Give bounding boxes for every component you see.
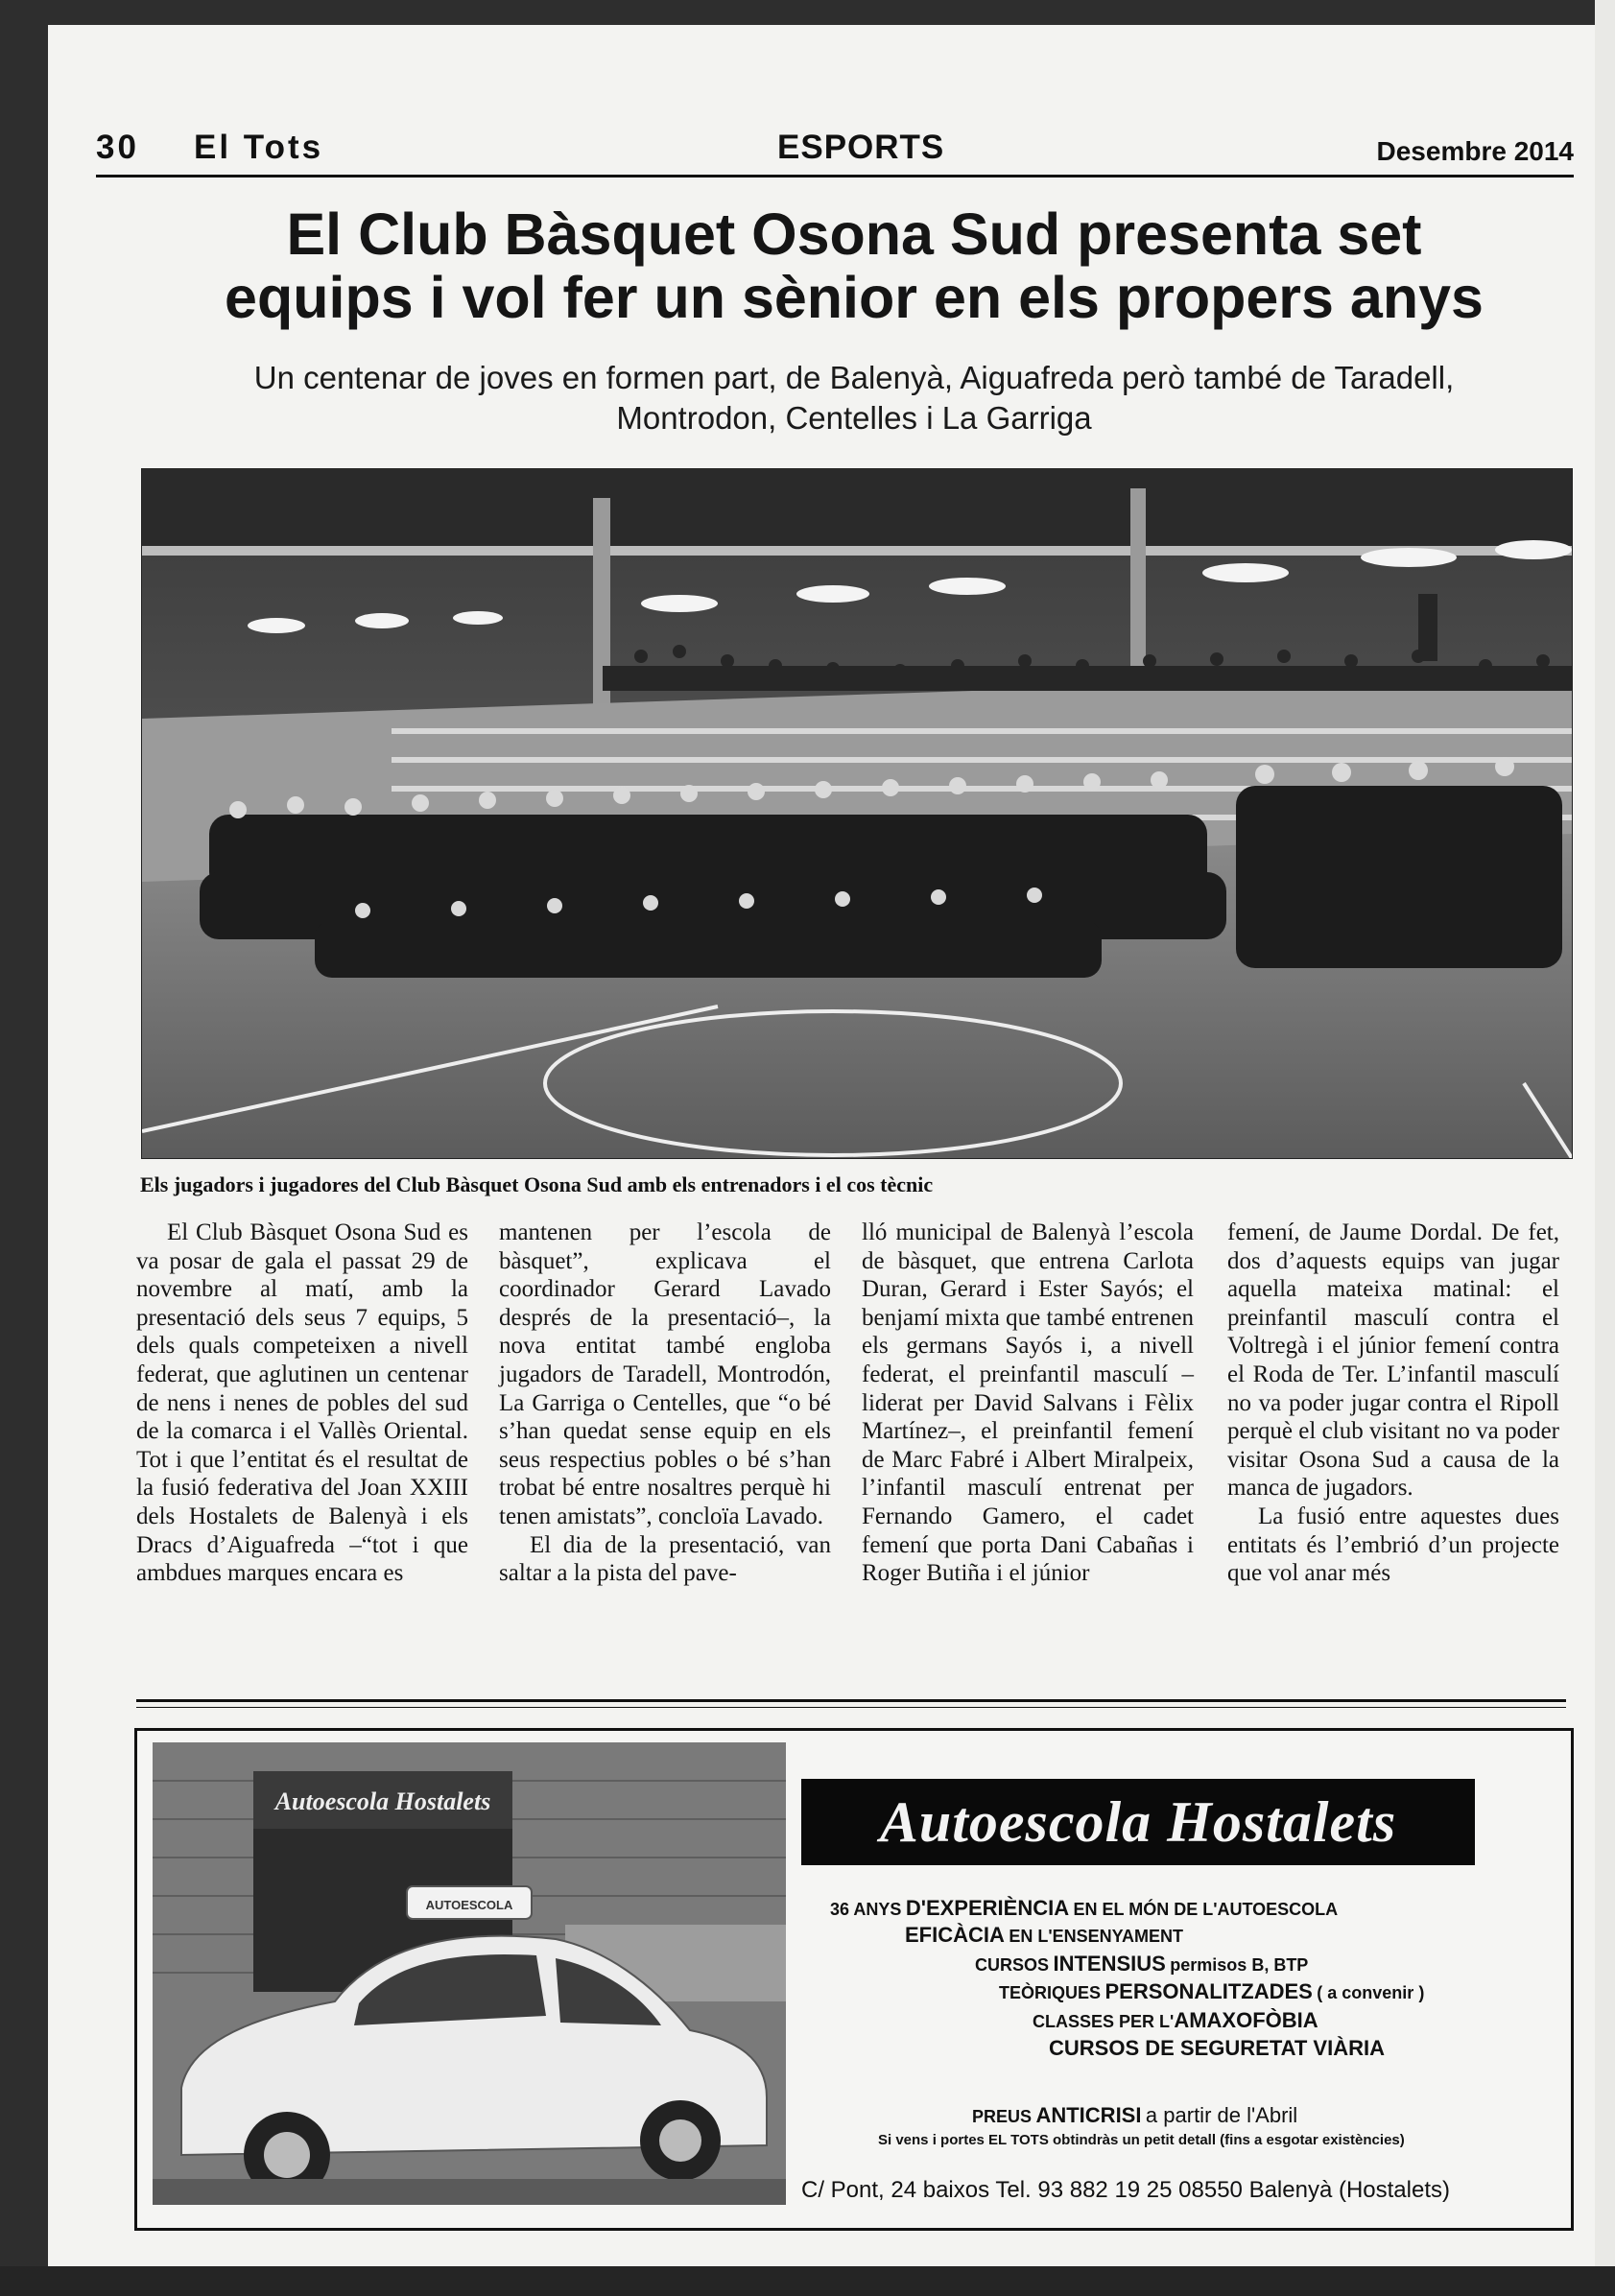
ad-line-theory (999, 1979, 1424, 2004)
photo-caption: Els jugadors i jugadores del Club Bàsquet Osona Sud amb els entrenadors i el cos tècnic (140, 1172, 934, 1196)
headline-line: El Club Bàsquet Osona Sud presenta set (286, 201, 1422, 267)
ad-line-efficacy (905, 1923, 1183, 1948)
article-column-1 (136, 1219, 468, 1588)
ad-text: CLASSES PER L' (1033, 2012, 1175, 2031)
section-divider (136, 1699, 1566, 1702)
ad-text: CURSOS DE SEGURETAT VIÀRIA (1049, 2036, 1385, 2060)
ad-text: EN EL MÓN DE L'AUTOESCOLA (1073, 1900, 1339, 1919)
article-paragraph: El dia de la presentació, van saltar a la pista del pave- (499, 1531, 831, 1587)
article-column-3 (862, 1219, 1194, 1588)
article-column-4 (1227, 1219, 1559, 1588)
driving-school-photo (153, 1742, 786, 2205)
ad-text: AMAXOFÒBIA (1174, 2008, 1318, 2032)
publication-name: El Tots (194, 129, 324, 166)
subhead-line: Un centenar de joves en formen part, de Balenyà, Aiguafreda però també de Taradell, (253, 360, 1455, 395)
ad-text: EFICÀCIA (905, 1923, 1005, 1947)
team-photo (141, 468, 1573, 1159)
page-number: 30 (96, 129, 139, 166)
article-paragraph: La fusió entre aquestes dues entitats és l’embrió d’un projecte que vol anar més (1227, 1503, 1559, 1587)
section-title: ESPORTS (777, 129, 945, 166)
page-edge (1595, 0, 1615, 2296)
scan-border (0, 2266, 1615, 2296)
ad-text: ANTICRISI (1035, 2103, 1142, 2127)
subhead-line: Montrodon, Centelles i La Garriga (616, 400, 1092, 436)
article-column-2 (499, 1219, 831, 1588)
article-headline (106, 202, 1595, 329)
article-paragraph: lló municipal de Balenyà l’escola de bàsquet, que entrena Carlota Duran, Gerard i Ester Sayós; el benjamí mixta que també entrenen els germans Sayós i, a nivell federat, el preinfantil masculí –liderat per David Salvans i Fèlix Martínez–, el preinfantil femení de Marc Fabré i Albert Miralpeix, l’infantil masculí entrenat per Fernando Gamero, el cadet femení que porta Dani Cabañas i Roger Butiña i el júnior (862, 1219, 1194, 1587)
ad-text: ( a convenir ) (1317, 1983, 1425, 2002)
ad-line-intensive (975, 1952, 1308, 1976)
ad-text: EN L'ENSENYAMENT (1009, 1927, 1183, 1946)
ad-line-gift: Si vens i portes EL TOTS obtindràs un petit detall (fins a esgotar existències) (878, 2132, 1405, 2148)
ad-text: a partir de l'Abril (1145, 2103, 1298, 2127)
page-header (96, 104, 1574, 175)
issue-date: Desembre 2014 (1376, 136, 1574, 166)
ad-line-prices (972, 2103, 1297, 2128)
article-subheadline (106, 358, 1595, 438)
newspaper-page (48, 25, 1595, 2266)
article-paragraph: El Club Bàsquet Osona Sud es va posar de gala el passat 29 de novembre al matí, amb la presentació dels seus 7 equips, 5 dels quals competeixen a nivell federat, que aglutinen un centenar de nens i nenes de pobles del sud de la comarca i el Vallès Oriental. Tot i que l’entitat és el resultat de la fusió federativa del Joan XXIII dels Hostalets de Balenyà i els Dracs d’Aiguafreda –“tot i que ambdues marques encara es (136, 1219, 468, 1587)
ad-text: CURSOS (975, 1955, 1050, 1975)
article-paragraph: mantenen per l’escola de bàsquet”, explicava el coordinador Gerard Lavado després de la presentació–, la nova entitat també engloba jugadors de Taradell, Montrodón, La Garriga o Centelles, que “o bé s’han quedat sense equip en els seus respectius pobles o bé s’han trobat bé entre nosaltres perquè hi tenen amistats”, concloïa Lavado. (499, 1219, 831, 1529)
ad-text: TEÒRIQUES (999, 1983, 1102, 2002)
storefront-sign: Autoescola Hostalets (274, 1787, 491, 1815)
ad-text: PERSONALITZADES (1104, 1979, 1313, 2003)
advertisement (134, 1728, 1574, 2231)
ad-address: C/ Pont, 24 baixos Tel. 93 882 19 25 08550 Balenyà (Hostalets) (801, 2177, 1450, 2203)
article-paragraph: femení, de Jaume Dordal. De fet, dos d’aquests equips van jugar aquella mateixa matinal: el preinfantil masculí contra el Voltregà i el júnior femení contra el Roda de Ter. L’infantil masculí no va poder jugar contra el Ripoll perquè el club visitant no va poder visitar Osona Sud a causa de la manca de jugadors. (1227, 1219, 1559, 1502)
headline-line: equips i vol fer un sènior en els propers anys (225, 265, 1484, 330)
driving-school-logo: Autoescola Hostalets (801, 1779, 1475, 1865)
ad-line-amaxophobia (1033, 2008, 1318, 2033)
ad-text: PREUS (972, 2107, 1033, 2126)
ad-text: INTENSIUS (1053, 1952, 1166, 1976)
ad-text: 36 ANYS (830, 1900, 902, 1919)
header-rule (96, 175, 1574, 178)
ad-line-road-safety (1049, 2036, 1385, 2061)
ad-text: D'EXPERIÈNCIA (905, 1896, 1070, 1920)
car-roof-sign: AUTOESCOLA (425, 1898, 513, 1912)
ad-text: permisos B, BTP (1170, 1955, 1309, 1975)
section-divider (136, 1707, 1566, 1708)
ad-line-experience (830, 1896, 1338, 1921)
